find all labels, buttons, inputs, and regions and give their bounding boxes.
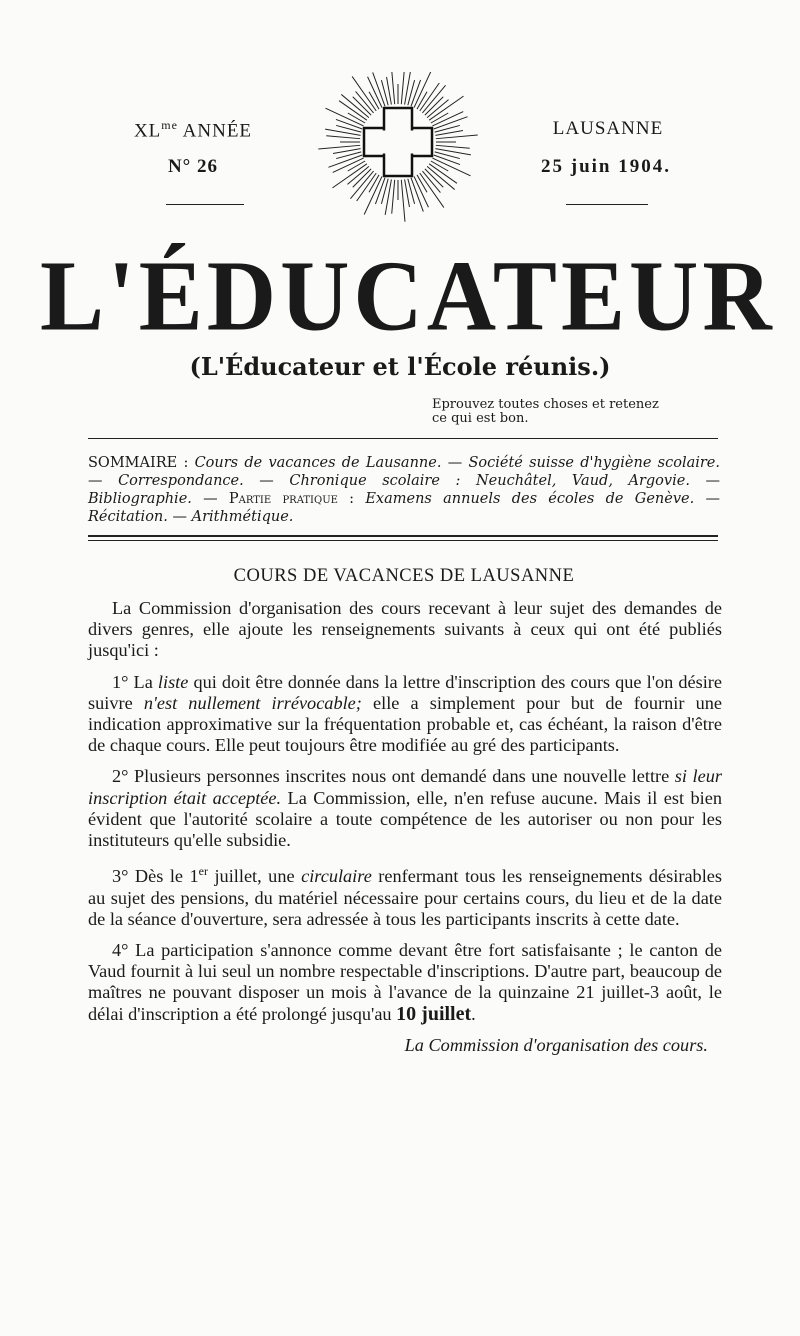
sommaire-colon: : [337, 491, 366, 507]
motto [432, 398, 659, 426]
signature: La Commission d'organisation des cours. [404, 1034, 708, 1055]
paragraph-1 [88, 672, 722, 757]
issue-number: N° 26 [167, 156, 219, 177]
sommaire-sep: — [694, 491, 720, 507]
sommaire-sep: — [243, 473, 290, 489]
ray [431, 113, 448, 123]
text: renfermant tous les renseignements désirables au sujet des pensions, du matériel nécessaire pour certains cours, du lieu et de la date de la séance d'ouverture, sera adressée à tous les participants inscrits à cette date. [88, 866, 723, 929]
year-label [118, 118, 268, 142]
ray [429, 96, 463, 120]
motto-line-1: Eprouvez toutes choses et retenez [432, 397, 659, 412]
ray [427, 166, 455, 189]
ray [434, 155, 460, 165]
ray [401, 72, 404, 104]
ray [348, 113, 365, 123]
ray [435, 125, 460, 132]
partie-pratique-label: Partie pratique [228, 491, 338, 507]
ray [375, 178, 385, 204]
ray [420, 173, 444, 207]
ray [436, 145, 470, 148]
ray [422, 85, 445, 113]
paragraph-3 [88, 861, 722, 930]
right-rule [566, 204, 648, 205]
text: juillet, une [208, 866, 302, 887]
ray [369, 92, 379, 109]
sommaire-item: Correspondance. [118, 473, 244, 489]
ray [417, 92, 427, 109]
ray [392, 180, 395, 214]
double-rule-top [88, 535, 718, 537]
ray [336, 125, 361, 132]
ray [431, 161, 448, 171]
swiss-cross-emblem [318, 72, 478, 224]
sommaire-item: Examens annuels des écoles de Genève. [365, 491, 695, 507]
ray [408, 179, 415, 204]
ray [405, 72, 411, 105]
text: La Commission, elle, n'en refuse aucune. Mais il est bien évident que l'autorité scolaire a toute compétence de les autoriser ou non pour les instituteurs qu'elle subsidie. [88, 787, 722, 851]
article-title: COURS DE VACANCES DE LAUSANNE [233, 566, 575, 586]
ray [332, 164, 366, 188]
text: qui doit être donnée dans la lettre d'inscription des cours que l'on désire suivre [88, 671, 723, 713]
sommaire-item: Cours de vacances de Lausanne. [194, 455, 442, 471]
issue-date: 25 juin 1904. [541, 156, 671, 177]
ray [336, 152, 361, 159]
sommaire-item: Récitation. [88, 509, 168, 525]
ray [401, 180, 405, 222]
ray [436, 135, 478, 139]
city-label: LAUSANNE [552, 118, 664, 139]
journal-title: L'ÉDUCATEUR [40, 239, 776, 352]
motto-line-2: ce qui est bon. [432, 411, 529, 426]
ray [325, 108, 363, 126]
superscript: er [198, 864, 208, 879]
sommaire-item: Chronique scolaire : Neuchâtel, Vaud, Argovie. [289, 473, 690, 489]
top-rule [88, 438, 718, 439]
sommaire-item: Bibliographie. [88, 491, 192, 507]
sommaire-sep: — [191, 491, 229, 507]
text: 4° La participation s'annonce comme devant être fort satisfaisante ; le canton de Vaud fournit à lui seul un nombre respectable d'inscriptions. D'autre part, beaucoup de maîtres ne pouvant disposer un mois à l'avance de la quinzaine 21 juillet-3 août, le délai d'inscription a été prolongé jusqu'au [88, 939, 722, 1024]
left-rule [166, 204, 244, 205]
emphasis: n'est nullement irrévocable; [143, 692, 362, 713]
sommaire-label: SOMMAIRE : [88, 455, 195, 471]
ray [417, 175, 427, 192]
text: . [471, 1003, 476, 1024]
ray [341, 94, 369, 117]
sommaire-sep: — [167, 509, 192, 525]
journal-subtitle: (L'Éducateur et l'École réunis.) [189, 352, 611, 381]
text: 2° Plusieurs personnes inscrites nous ont demandé dans une nouvelle lettre [112, 766, 675, 787]
ray [381, 80, 388, 105]
text: 3° Dès le 1 [112, 866, 199, 887]
ray [348, 161, 365, 171]
ray [364, 176, 382, 214]
ray [381, 179, 388, 204]
sommaire-sep: — [88, 473, 119, 489]
sommaire-item: Arithmétique. [191, 509, 294, 525]
emphasis: liste [157, 671, 189, 692]
sommaire-sep: — [689, 473, 721, 489]
ray [408, 80, 415, 105]
sommaire-item: Société suisse d'hygiène scolaire. [468, 455, 720, 471]
text: 1° La [112, 671, 158, 692]
ray [336, 119, 362, 129]
year-sup: me [161, 118, 178, 132]
strong-date: 10 juillet [396, 1002, 472, 1025]
ray [352, 76, 376, 110]
ray [369, 175, 379, 192]
year-suffix: ANNÉE [177, 120, 253, 142]
ray [435, 152, 460, 159]
ray [411, 80, 421, 106]
year-prefix: XL [133, 120, 162, 142]
article-body [88, 598, 722, 1056]
emphasis: circulaire [301, 866, 372, 887]
ray [350, 171, 373, 199]
emphasis: si leur inscription était acceptée. [88, 766, 722, 808]
ray [391, 72, 395, 104]
sommaire-sep: — [441, 455, 469, 471]
ray [326, 136, 360, 139]
paragraph-4 [88, 940, 722, 1025]
text: elle a simplement pour but de fournir une indication approximative sur la fréquentation probable et, cas échéant, la raison d'être de chaque cours. Elle peut toujours être modifiée au gré des participants. [88, 692, 722, 756]
ray [318, 145, 360, 149]
paragraph-intro: La Commission d'organisation des cours recevant à leur sujet des demandes de divers genres, elle ajoute les renseignements suivants à ceux qui ont été publiés jusqu'ici : [88, 598, 722, 661]
ray [432, 158, 470, 176]
paragraph-2 [88, 766, 722, 851]
sommaire [88, 454, 720, 526]
double-rule-bottom [88, 540, 718, 541]
